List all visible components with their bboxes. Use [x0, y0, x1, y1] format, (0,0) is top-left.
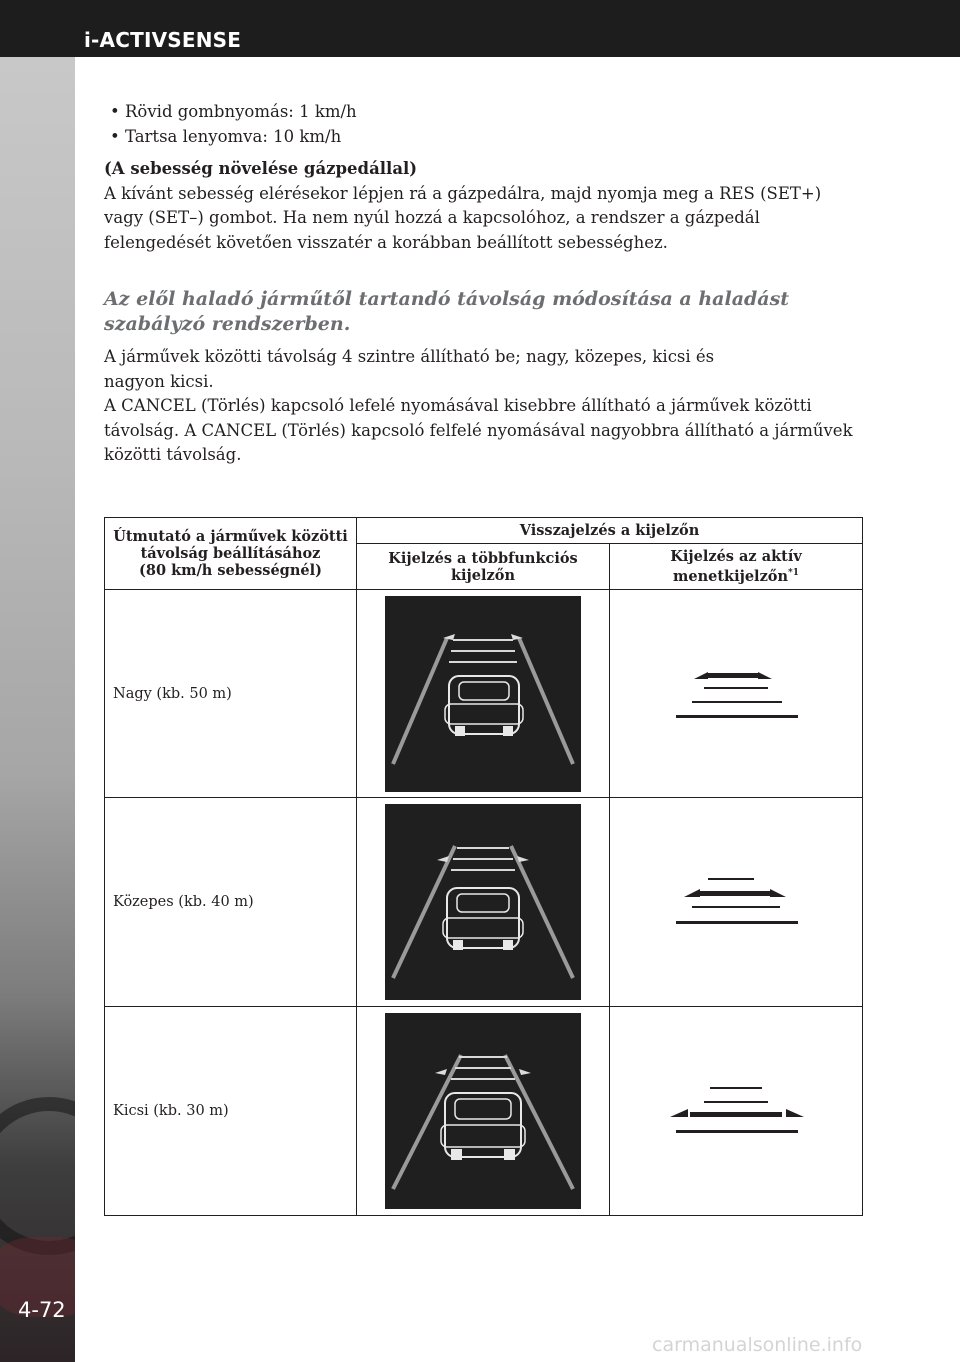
main-content: [104, 100, 864, 468]
page-number: 4-72: [18, 1298, 66, 1322]
col-header-active-display: [610, 544, 863, 590]
group-header-display: Visszajelzés a kijelzőn: [357, 518, 863, 544]
distance-section-title: Az elől haladó járműtől tartandó távolság módosítása a haladást szabályzó rendszerben.: [104, 288, 790, 335]
multi-display-image: [385, 1013, 581, 1209]
active-display-cell: [610, 1007, 863, 1216]
distance-label: Nagy (kb. 50 m): [105, 590, 357, 798]
header-bar: [0, 0, 960, 57]
sidebar-photo-strip: [0, 57, 75, 1362]
distance-section-body: [104, 345, 864, 468]
col-header-guide: [105, 518, 357, 590]
footnote-marker: *1: [788, 568, 799, 579]
distance-label: Közepes (kb. 40 m): [105, 798, 357, 1007]
header-line: Kijelzés az aktív: [670, 548, 802, 566]
multi-display-cell: [357, 1007, 610, 1216]
multi-display-image: [385, 804, 581, 1000]
header-line: kijelzőn: [451, 566, 515, 584]
accel-body: A kívánt sebesség elérésekor lépjen rá a gázpedálra, majd nyomja meg a RES (SET+) vagy (SET–) gombot. Ha nem nyúl hozzá a kapcsolóhoz, a rendszer a gázpedál felengedését követően visszatér a korábban beállított sebességhez.: [104, 183, 822, 252]
active-display-cell: [610, 798, 863, 1007]
distance-label: Kicsi (kb. 30 m): [105, 1007, 357, 1216]
table-row: [105, 798, 863, 1007]
bullet-item: • Rövid gombnyomás: 1 km/h: [110, 100, 864, 125]
distance-bars-icon: [610, 798, 863, 1006]
accel-heading: (A sebesség növelése gázpedállal): [104, 159, 418, 178]
distance-body-line: A járművek közötti távolság 4 szintre állítható be; nagy, közepes, kicsi és: [104, 347, 715, 366]
col-header-multi-display: [357, 544, 610, 590]
header-title: i-ACTIVSENSE: [84, 28, 242, 52]
header-line: Útmutató a járművek közötti: [113, 528, 348, 545]
table-row: [105, 1007, 863, 1216]
header-line: távolság beállításához: [140, 545, 321, 562]
multi-display-cell: [357, 590, 610, 798]
header-line: menetkijelzőn: [673, 567, 789, 585]
multi-display-cell: [357, 798, 610, 1007]
active-display-cell: [610, 590, 863, 798]
bullet-item: • Tartsa lenyomva: 10 km/h: [110, 125, 864, 150]
multi-display-image: [385, 596, 581, 792]
header-line: Kijelzés a többfunkciós: [388, 549, 578, 567]
watermark: carmanualsonline.info: [652, 1334, 863, 1356]
steering-wheel-photo: [0, 1097, 75, 1255]
header-line: (80 km/h sebességnél): [139, 562, 322, 579]
table-row: [105, 590, 863, 798]
distance-guide-table: [104, 517, 863, 1216]
distance-body-paragraph: A CANCEL (Törlés) kapcsoló lefelé nyomásával kisebbre állítható a járművek közötti távolság. A CANCEL (Törlés) kapcsoló felfelé nyomásával nagyobbra állítható a járművek közötti távolság.: [104, 396, 853, 464]
distance-bars-icon: [610, 590, 863, 797]
distance-body-line: nagyon kicsi.: [104, 371, 214, 391]
distance-bars-icon: [610, 1007, 863, 1215]
